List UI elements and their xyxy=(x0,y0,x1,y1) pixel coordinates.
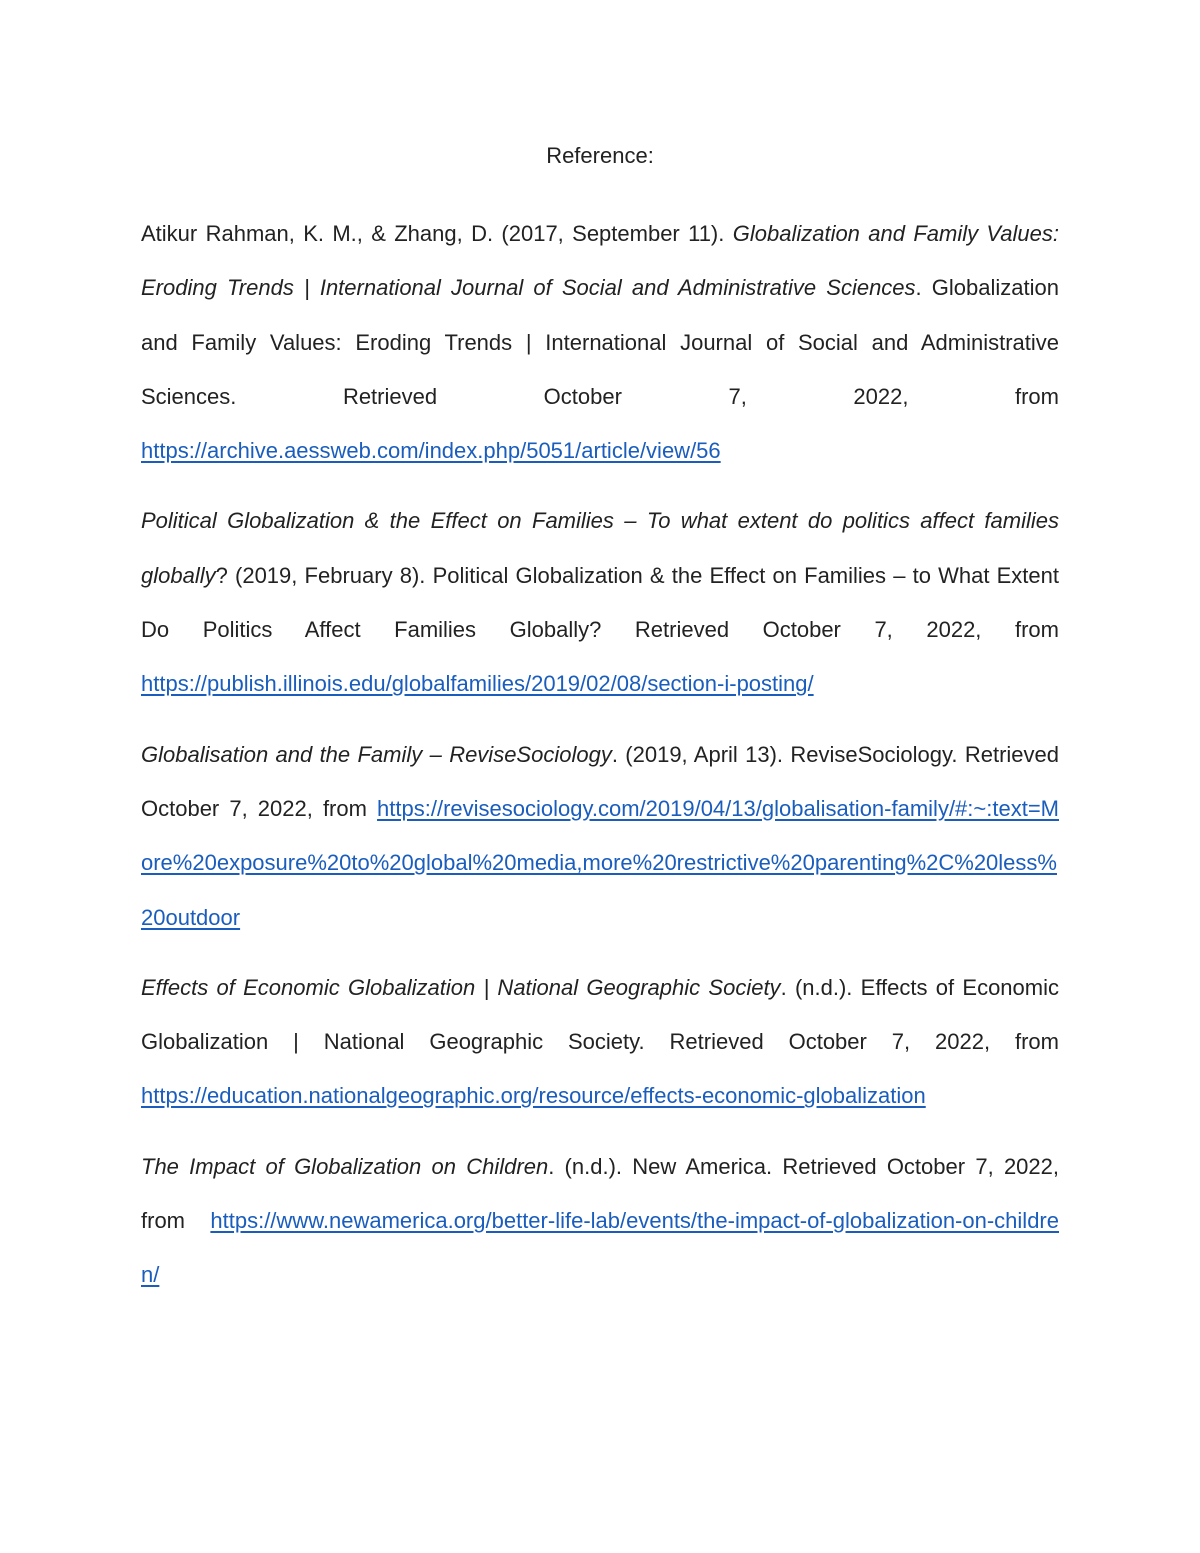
reference-details: . (n.d.). New America. Retrieved October 7, 2022, from xyxy=(141,1153,1060,1234)
reference-title: The Impact of Globalization on Children xyxy=(141,1153,549,1179)
reference-author-date: Atikur Rahman, K. M., & Zhang, D. (2017, September 11). xyxy=(141,221,733,246)
reference-title: Globalization and Family Values: Eroding Trends | International Journal of Social and Administrative Sciences xyxy=(141,221,1059,301)
reference-entry xyxy=(141,961,1059,1124)
reference-entry xyxy=(141,494,1059,711)
reference-details: . (n.d.). Effects of Economic Globalization | National Geographic Society. Retrieved October 7, 2022, from xyxy=(141,974,1059,1055)
page-title: Reference: xyxy=(546,143,654,168)
reference-link[interactable]: https://revisesociology.com/2019/04/13/globalisation-family/#:~:text=More%20exposure%20to%20global%20media,more%20restrictive%20parenting%2C%20less%20outdoor xyxy=(141,795,1059,930)
reference-title: Globalisation and the Family – ReviseSociology xyxy=(141,741,612,767)
reference-details: ? (2019, February 8). Political Globalization & the Effect on Families – to What Extent Do Politics Affect Families Globally? Retrieved October 7, 2022, from xyxy=(141,562,1059,643)
reference-title: Effects of Economic Globalization | National Geographic Society xyxy=(141,974,781,1000)
reference-entry xyxy=(141,207,1059,478)
reference-title: Political Globalization & the Effect on Families – To what extent do politics affect families globally xyxy=(141,508,1059,588)
reference-details: . (2019, April 13). ReviseSociology. Retrieved October 7, 2022, from xyxy=(141,741,1060,821)
reference-details: . Globalization and Family Values: Eroding Trends | International Journal of Social and Administrative Sciences. Retrieved October 7, 2022, from xyxy=(141,275,1059,409)
reference-link[interactable]: https://www.newamerica.org/better-life-lab/events/the-impact-of-globalization-on-children/ xyxy=(141,1208,1059,1288)
reference-link[interactable]: https://archive.aessweb.com/index.php/5051/article/view/56 xyxy=(141,438,721,464)
reference-link[interactable]: https://publish.illinois.edu/globalfamilies/2019/02/08/section-i-posting/ xyxy=(141,671,814,697)
reference-entry xyxy=(141,728,1059,945)
reference-list xyxy=(141,207,1059,1319)
reference-entry xyxy=(141,1140,1059,1303)
reference-link[interactable]: https://education.nationalgeographic.org/resource/effects-economic-globalization xyxy=(141,1083,926,1109)
